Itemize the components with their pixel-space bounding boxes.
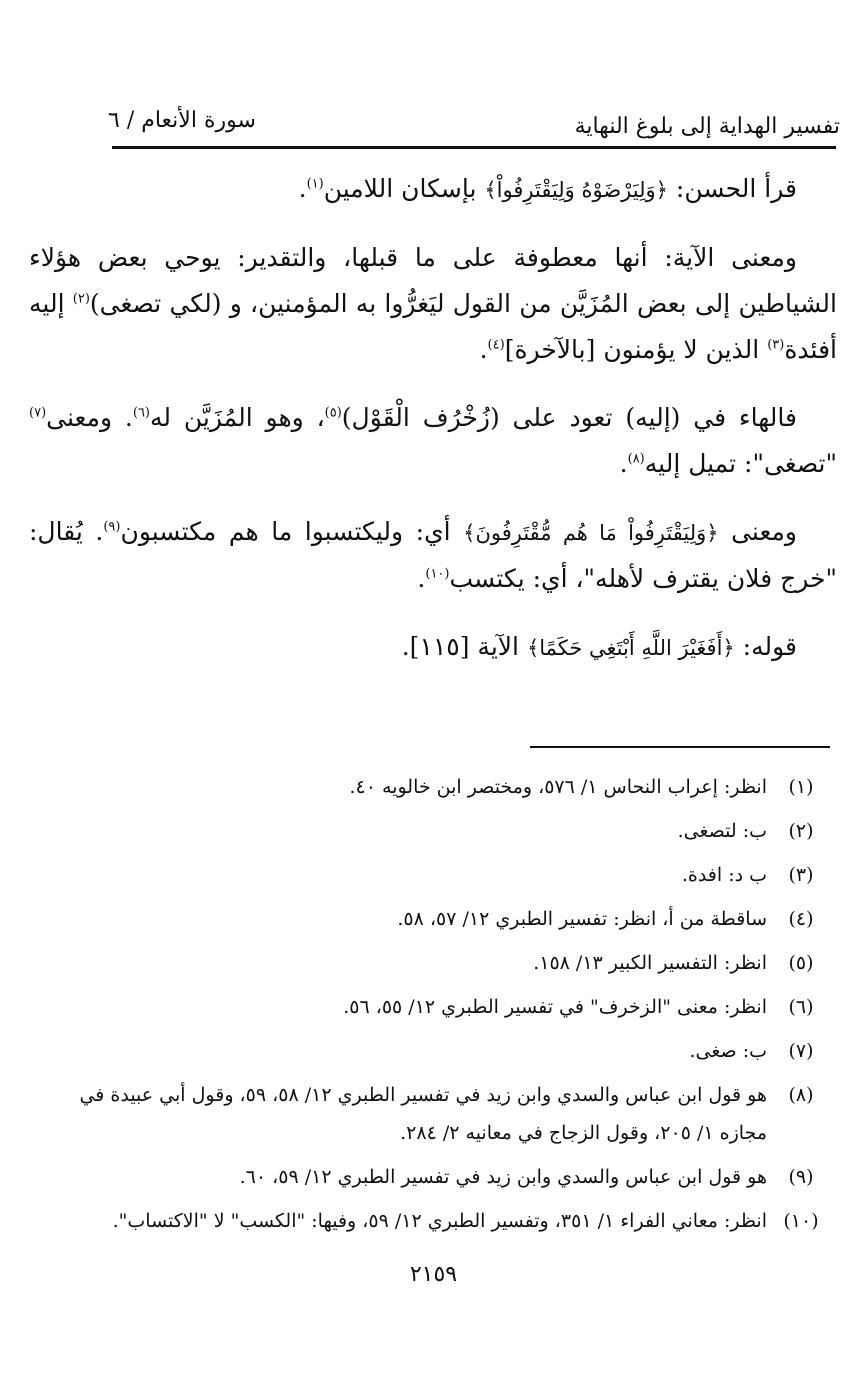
footnote-number: (٣) (788, 864, 814, 886)
footnote-ref: (٢) (72, 291, 90, 307)
footnote-ref: (٦) (132, 405, 150, 421)
footnote (39, 988, 839, 1026)
footnote-number: (١٠) (783, 1210, 819, 1232)
quran-quote: ﴿وَلِيَرْضَوْهُ وَلِيَقْتَرِفُواْ﴾ (484, 178, 668, 202)
text-run: . ومعنى (46, 403, 133, 432)
text-run: قوله: (734, 632, 797, 661)
text-run: . (619, 449, 628, 478)
text-run: الآية [١١٥]. (401, 632, 527, 661)
text-run: ، وهو المُزَيَّن له (150, 403, 325, 432)
text-run: بإسكان اللامين (323, 174, 485, 203)
footnote (39, 1158, 839, 1196)
footnotes (39, 768, 839, 1246)
surah-label: سورة الأنعام / ٦ (108, 108, 256, 133)
paragraph-4 (29, 509, 837, 602)
footnote-text: هو قول ابن عباس والسدي وابن زيد في تفسير الطبري ١٢/ ٥٨، ٥٩، وقول أبي عبيدة في مجازه ١/ ٢٠٥، وقول الزجاج في معانيه ٢/ ٢٨٤. (79, 1084, 767, 1144)
footnote (39, 1032, 839, 1070)
footnote (39, 1202, 839, 1240)
footnote-text: ب د: افدة. (681, 864, 767, 886)
footnote-number: (٢) (788, 820, 814, 842)
footnote (39, 812, 839, 850)
footnote-number: (١) (788, 776, 814, 798)
text-run: ومعنى الآية: أنها معطوفة على ما قبلها، والتقدير: يوحي بعض هؤلاء الشياطين إلى بعض المُزَيَّن من القول ليَغرُّوا به المؤمنين، و (لكي تصغى) (29, 243, 837, 318)
paragraph-2 (29, 235, 837, 373)
footnote-text: ب: صغى. (689, 1040, 767, 1062)
text-run: . (417, 564, 426, 593)
footnote-ref: (٣) (767, 337, 785, 353)
footnote-ref: (٧) (29, 405, 47, 421)
footnote-ref: (٨) (627, 451, 645, 467)
footnote (39, 900, 839, 938)
footnote-text: انظر: إعراب النحاس ١/ ٥٧٦، ومختصر ابن خالويه ٤٠. (349, 776, 767, 798)
footnote-text: انظر: التفسير الكبير ١٣/ ١٥٨. (533, 952, 767, 974)
footnote (39, 768, 839, 806)
footnote-number: (٩) (788, 1166, 814, 1188)
footnote (39, 944, 839, 982)
main-text (29, 166, 837, 693)
text-run: "تصغى": تميل إليه (644, 449, 837, 478)
paragraph-5 (29, 624, 837, 671)
text-run: إليه أفئدة (29, 289, 837, 364)
text-run: أي: وليكتسبوا ما هم مكتسبون (120, 517, 464, 546)
text-run: . يُقال: "خرج فلان يقترف لأهله"، أي: يكتسب (29, 517, 837, 593)
footnote (39, 1076, 839, 1152)
footnote-text: انظر: معنى "الزخرف" في تفسير الطبري ١٢/ ٥٥، ٥٦. (343, 996, 767, 1018)
text-run: . (479, 335, 488, 364)
footnote-ref: (٤) (487, 337, 505, 353)
text-run: ومعنى (718, 517, 798, 546)
footnote-text: انظر: معاني الفراء ١/ ٣٥١، وتفسير الطبري ١٢/ ٥٩، وفيها: "الكسب" لا "الاكتساب". (112, 1210, 767, 1232)
text-run: الذين لا يؤمنون [بالآخرة] (504, 335, 768, 364)
header-rule (112, 146, 836, 149)
footnote-number: (٤) (788, 908, 814, 930)
footnote-text: هو قول ابن عباس والسدي وابن زيد في تفسير الطبري ١٢/ ٥٩، ٦٠. (239, 1166, 767, 1188)
paragraph-1 (29, 166, 837, 213)
footnote-number: (٦) (788, 996, 814, 1018)
footnote-ref: (٥) (324, 405, 342, 421)
footnote-number: (٥) (788, 952, 814, 974)
book-title: تفسير الهداية إلى بلوغ النهاية (574, 114, 840, 139)
footnote-ref: (١٠) (425, 566, 450, 582)
page-number: ٢١٥٩ (409, 1262, 458, 1287)
footnote-text: ب: لتصغى. (677, 820, 767, 842)
footnote (39, 856, 839, 894)
text-run: فالهاء في (إليه) تعود على (زُخْرُف الْقَوْل) (341, 403, 797, 432)
footnote-ref: (٩) (103, 519, 121, 535)
footnote-number: (٨) (788, 1084, 814, 1106)
text-run: قرأ الحسن: (667, 174, 797, 203)
footnote-separator (530, 746, 830, 748)
footnote-number: (٧) (788, 1040, 814, 1062)
footnote-ref: (١) (306, 176, 324, 192)
text-run: . (298, 174, 307, 203)
running-header (108, 98, 840, 146)
quran-quote: ﴿أَفَغَيْرَ اللَّهِ أَبْتَغِي حَكَمًا﴾ (526, 636, 735, 660)
paragraph-3 (29, 395, 837, 487)
quran-quote: ﴿وَلِيَقْتَرِفُواْ مَا هُم مُّقْتَرِفُونَ﴾ (463, 521, 719, 545)
footnote-text: ساقطة من أ، انظر: تفسير الطبري ١٢/ ٥٧، ٥٨. (397, 908, 767, 930)
